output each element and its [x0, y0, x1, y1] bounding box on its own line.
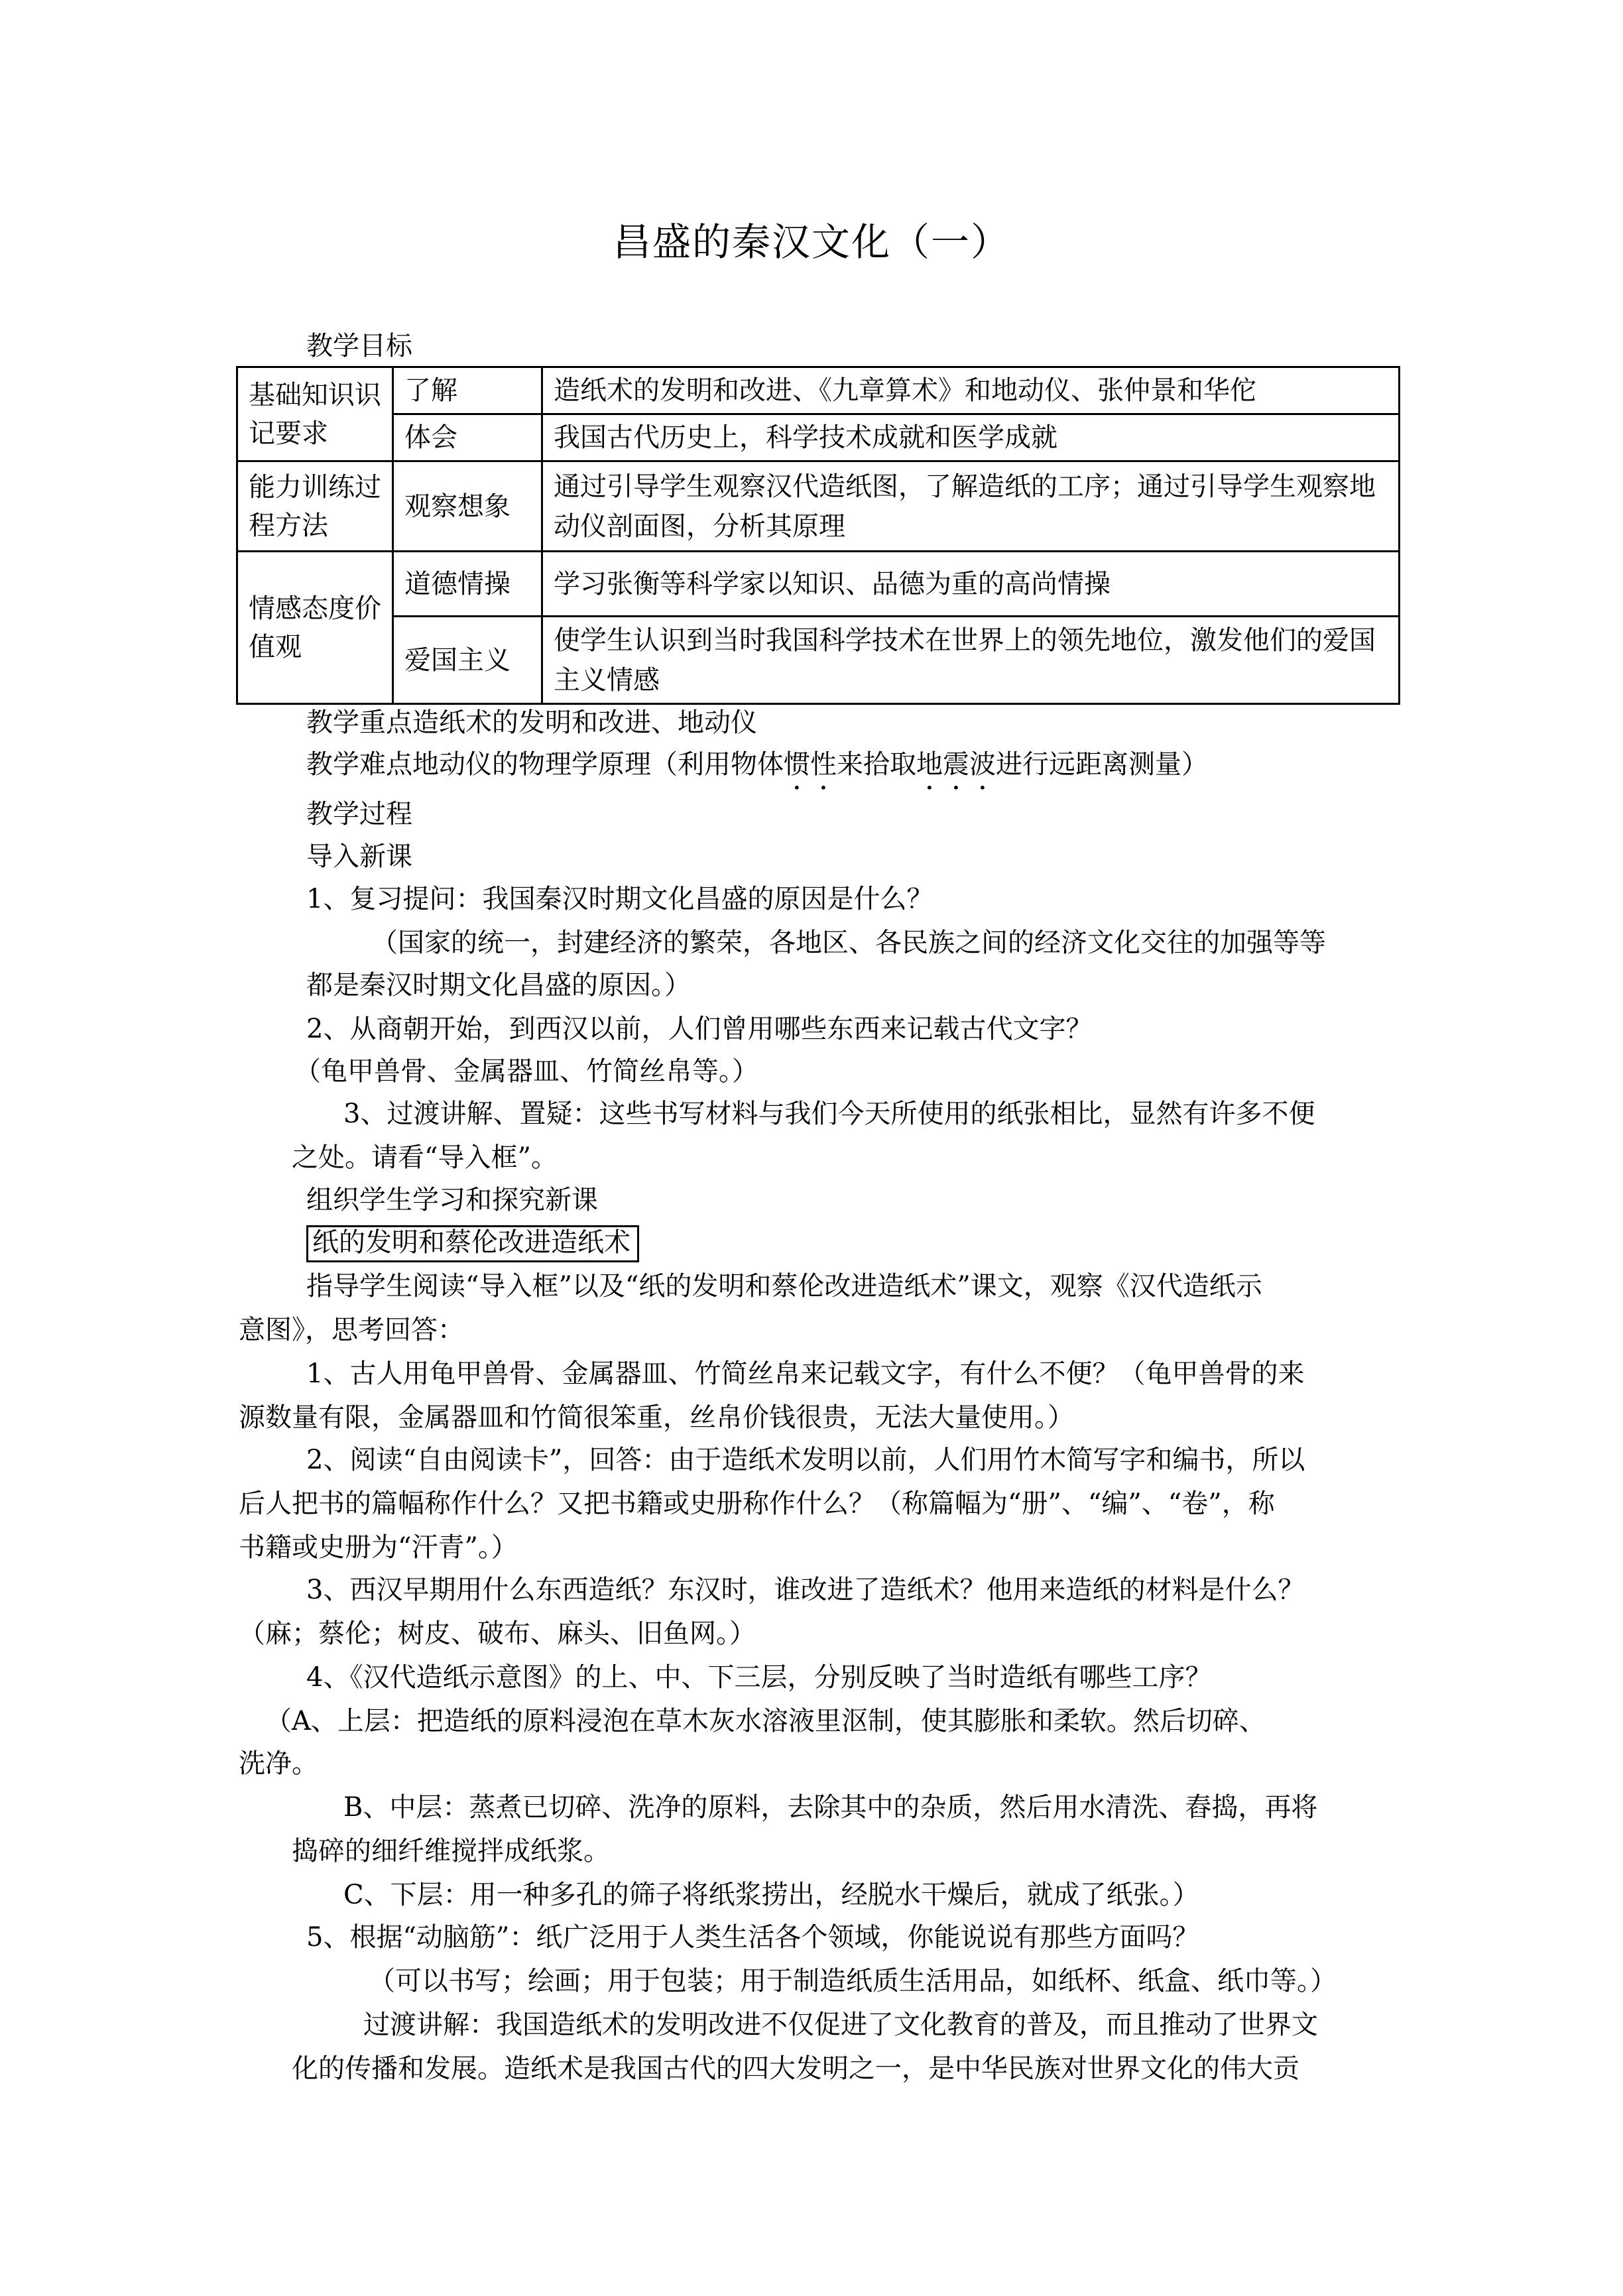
paragraph-line: 1、古人用龟甲兽骨、金属器皿、竹简丝帛来记载文字，有什么不便？（龟甲兽骨的来	[306, 1359, 1305, 1389]
table-row	[237, 461, 1400, 552]
paragraph-line: 2、阅读“自由阅读卡”，回答：由于造纸术发明以前，人们用竹木简写字和编书，所以	[306, 1445, 1305, 1475]
difficulty	[306, 749, 1208, 796]
paragraph-line: 之处。请看“导入框”。	[292, 1142, 558, 1173]
paragraph-line: 后人把书的篇幅称作什么？又把书籍或史册称作什么？（称篇幅为“册”、“编”、“卷”，称	[239, 1488, 1275, 1519]
paragraph-line: 洗净。	[239, 1748, 318, 1779]
table-cell: 使学生认识到当时我国科学技术在世界上的领先地位，激发他们的爱国主义情感	[542, 617, 1400, 704]
table-cell: 能力训练过程方法	[237, 461, 393, 552]
paragraph-line: 4、《汉代造纸示意图》的上、中、下三层，分别反映了当时造纸有哪些工序？	[306, 1662, 1212, 1693]
table-row	[237, 617, 1400, 704]
paragraph-line: 化的传播和发展。造纸术是我国古代的四大发明之一，是中华民族对世界文化的伟大贡	[292, 2053, 1299, 2084]
goals-heading: 教学目标	[306, 331, 412, 361]
intro-heading: 导入新课	[306, 841, 412, 872]
paragraph-line: 3、过渡讲解、置疑：这些书写材料与我们今天所使用的纸张相比，显然有许多不便	[343, 1099, 1315, 1129]
paragraph-line: 3、西汉早期用什么东西造纸？东汉时，谁改进了造纸术？他用来造纸的材料是什么？	[306, 1575, 1305, 1605]
table-cell: 体会	[393, 414, 542, 461]
paragraph-line: 1、复习提问：我国秦汉时期文化昌盛的原因是什么？	[306, 884, 933, 914]
table-row	[237, 414, 1400, 461]
paragraph-line: 意图》，思考回答：	[239, 1315, 464, 1345]
paragraph-line: （麻；蔡伦；树皮、破布、麻头、旧鱼网。）	[239, 1618, 756, 1649]
table-cell: 情感态度价值观	[237, 552, 393, 704]
paragraph-line: B、中层：蒸煮已切碎、洗净的原料，去除其中的杂质，然后用水清洗、舂捣，再将	[343, 1792, 1318, 1823]
paragraph-line: 书籍或史册为“汗青”。）	[239, 1532, 518, 1563]
paragraph-line: （国家的统一，封建经济的繁荣，各地区、各民族之间的经济文化交往的加强等等	[371, 928, 1326, 958]
table-cell: 我国古代历史上，科学技术成就和医学成就	[542, 414, 1400, 461]
page-title: 昌盛的秦汉文化（一）	[612, 219, 1010, 265]
table-cell: 了解	[393, 367, 542, 414]
emphasis-text: 地震波	[916, 749, 996, 780]
paragraph-line: 源数量有限，金属器皿和竹简很笨重，丝帛价钱很贵，无法大量使用。）	[239, 1402, 1074, 1433]
process-heading: 教学过程	[306, 799, 412, 829]
table-cell: 道德情操	[393, 552, 542, 617]
table-row	[237, 367, 1400, 414]
difficulty-text: 教学难点地动仪的物理学原理（利用物体	[306, 749, 784, 780]
table-cell: 通过引导学生观察汉代造纸图，了解造纸的工序；通过引导学生观察地动仪剖面图，分析其原理	[542, 461, 1400, 552]
key-point: 教学重点造纸术的发明和改进、地动仪	[306, 707, 757, 738]
paragraph-line: 5、根据“动脑筋”：纸广泛用于人类生活各个领域，你能说说有那些方面吗？	[306, 1922, 1199, 1953]
difficulty-text: 来拾取	[837, 749, 916, 780]
paragraph-line: （A、上层：把造纸的原料浸泡在草木灰水溶液里沤制，使其膨胀和柔软。然后切碎、	[265, 1706, 1266, 1736]
section-heading	[306, 1228, 639, 1257]
paragraph-line: 过渡讲解：我国造纸术的发明改进不仅促进了文化教育的普及，而且推动了世界文	[363, 2010, 1318, 2040]
table-row	[237, 552, 1400, 617]
boxed-heading: 纸的发明和蔡伦改进造纸术	[306, 1225, 639, 1262]
paragraph-line: 2、从商朝开始，到西汉以前，人们曾用哪些东西来记载古代文字？	[306, 1014, 1093, 1044]
table-cell: 造纸术的发明和改进、《九章算术》和地动仪、张仲景和华佗	[542, 367, 1400, 414]
table-cell: 观察想象	[393, 461, 542, 552]
paragraph-line: （可以书写；绘画；用于包装；用于制造纸质生活用品，如纸杯、纸盒、纸巾等。）	[369, 1966, 1337, 1996]
table-cell: 基础知识识记要求	[237, 367, 393, 461]
paragraph-line: 都是秦汉时期文化昌盛的原因。）	[306, 970, 691, 1000]
difficulty-text: 进行远距离测量）	[996, 749, 1208, 780]
table-cell: 爱国主义	[393, 617, 542, 704]
paragraph-line: （龟甲兽骨、金属器皿、竹简丝帛等。）	[294, 1056, 758, 1087]
paragraph-line: 捣碎的细纤维搅拌成纸浆。	[292, 1836, 610, 1866]
goals-table	[236, 366, 1400, 705]
paragraph-line: 指导学生阅读“导入框”以及“纸的发明和蔡伦改进造纸术”课文，观察《汉代造纸示	[306, 1271, 1262, 1301]
paragraph-line: 组织学生学习和探究新课	[306, 1185, 598, 1215]
table-cell: 学习张衡等科学家以知识、品德为重的高尚情操	[542, 552, 1400, 617]
paragraph-line: C、下层：用一种多孔的筛子将纸浆捞出，经脱水干燥后，就成了纸张。）	[343, 1880, 1199, 1910]
emphasis-text: 惯性	[784, 749, 837, 780]
